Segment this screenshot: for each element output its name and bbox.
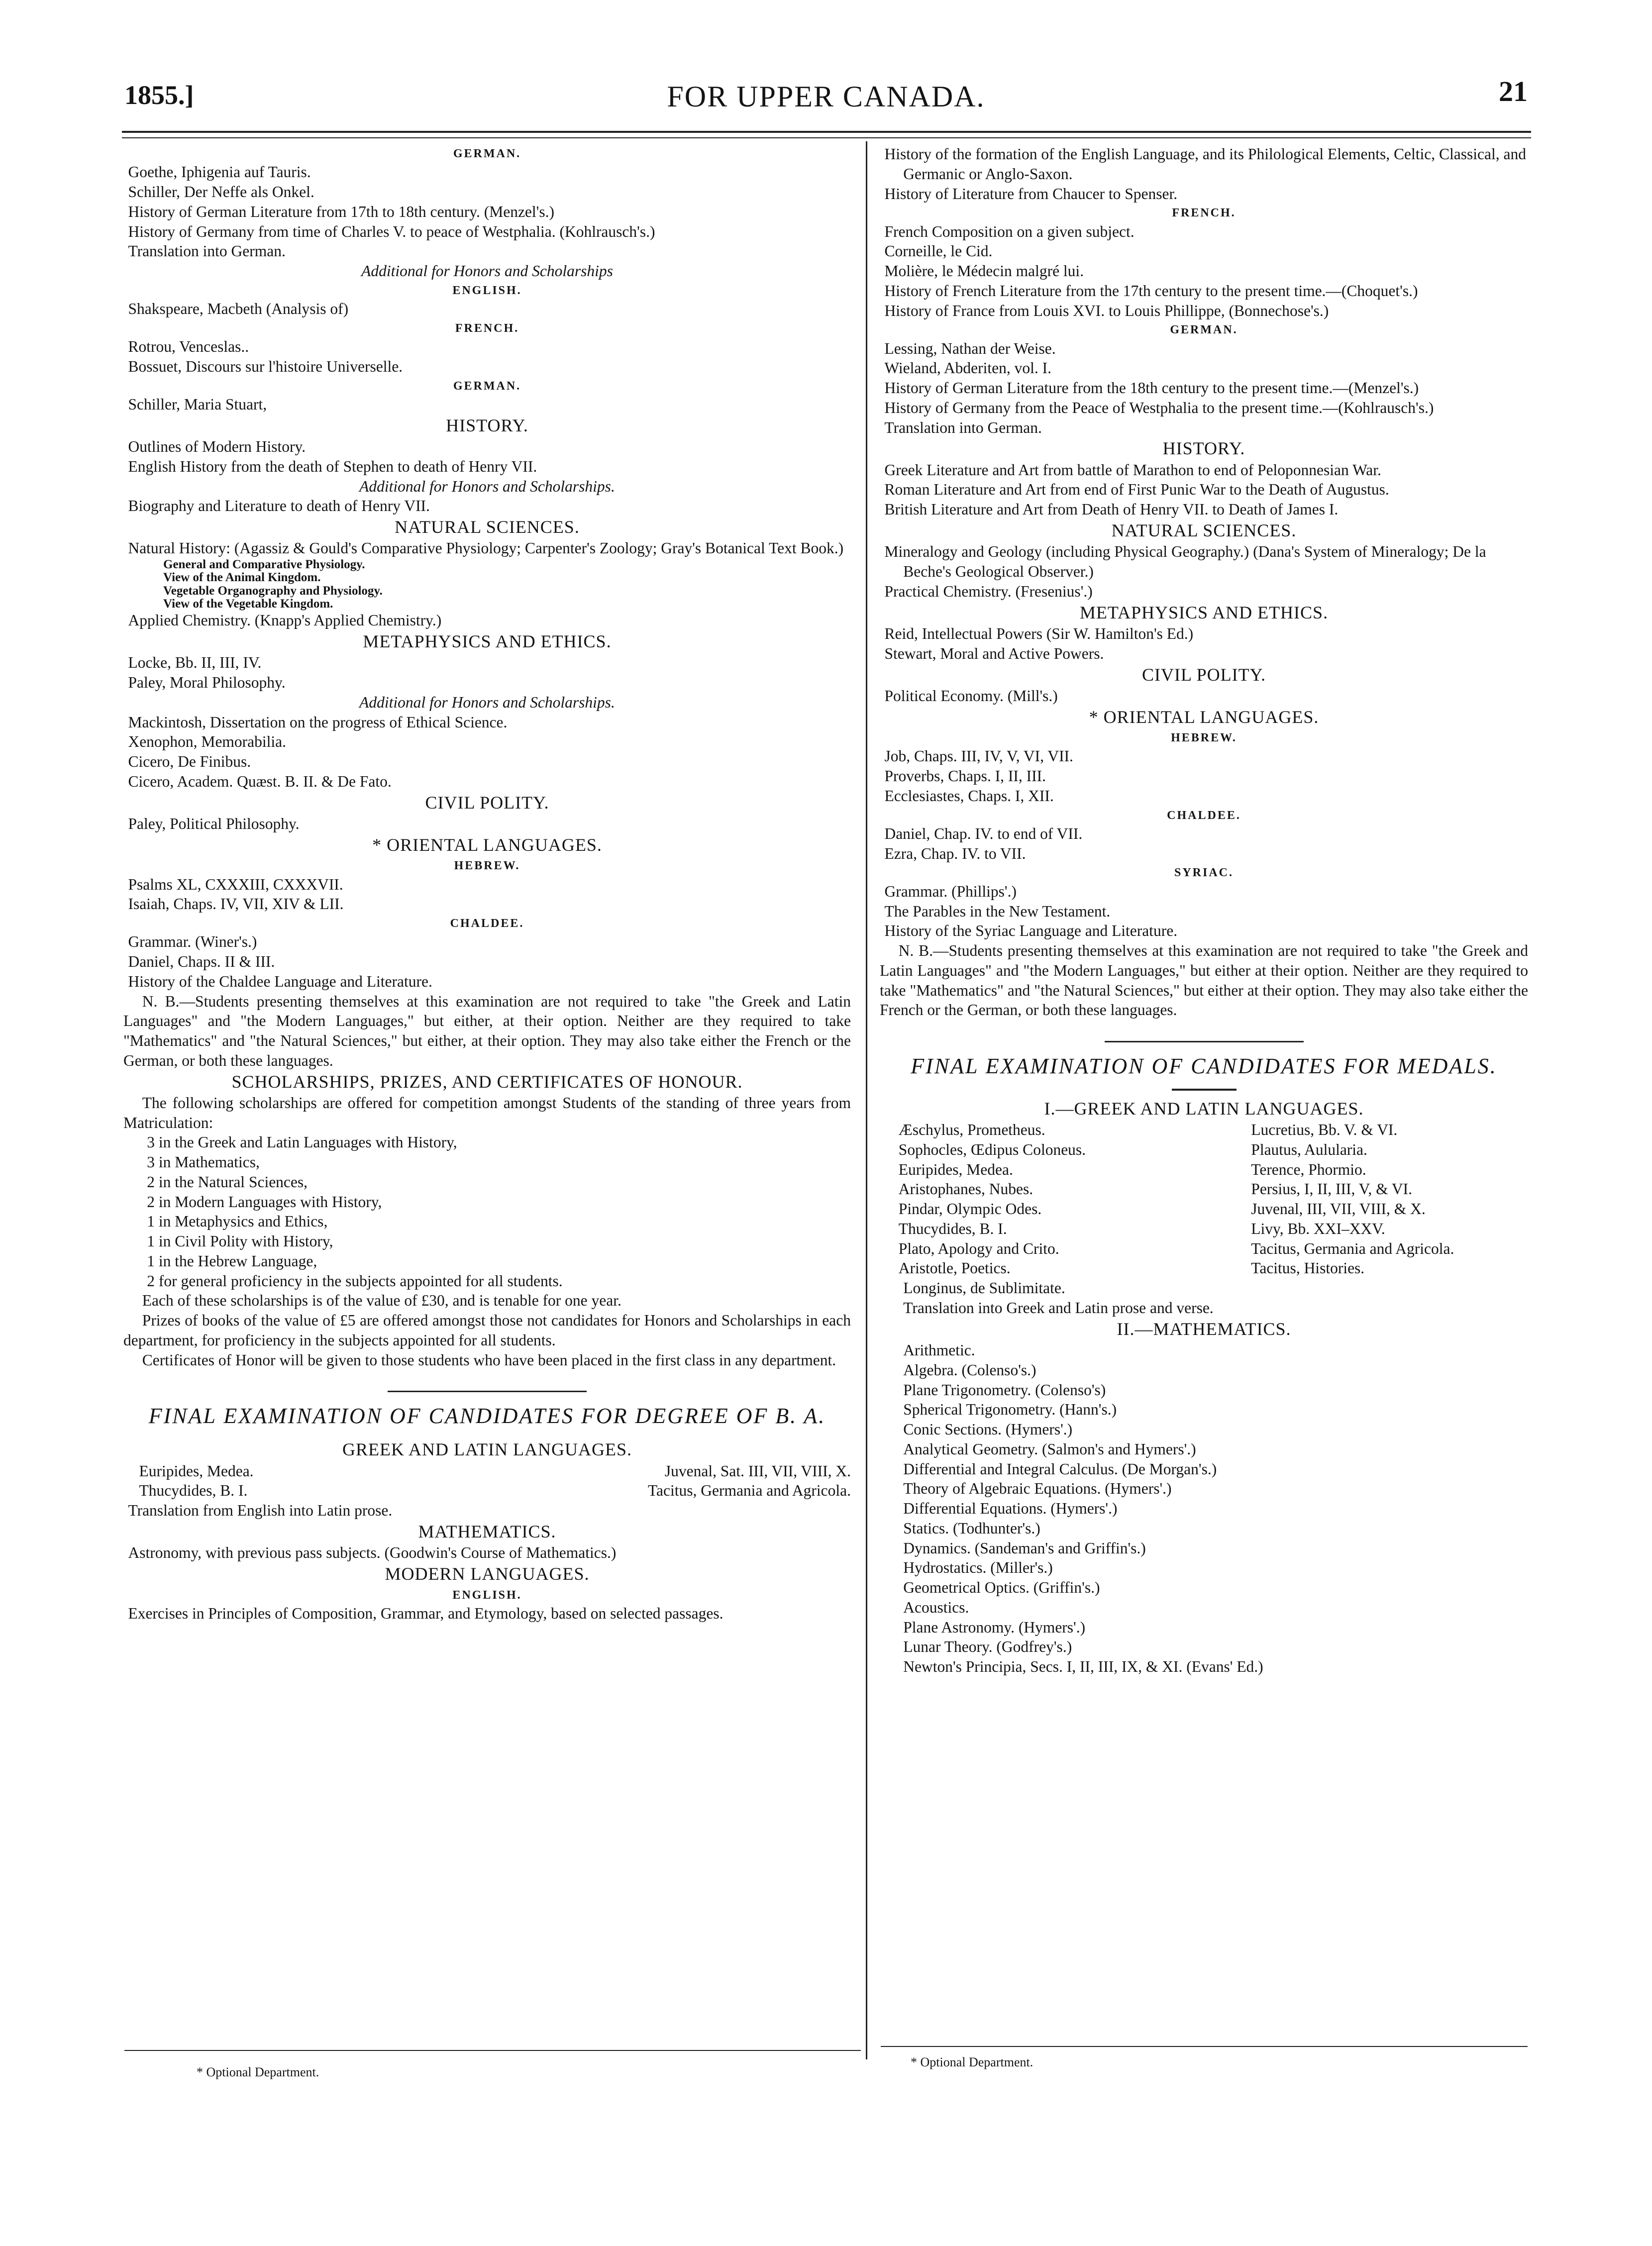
footnote: * Optional Department. bbox=[197, 2065, 319, 2079]
section-head-natural-sciences: NATURAL SCIENCES. bbox=[395, 517, 580, 537]
row-left: Euripides, Medea. bbox=[139, 1462, 254, 1480]
row-left: Thucydides, B. I. bbox=[139, 1482, 248, 1500]
list-item: Newton's Principia, Secs. I, II, III, IX, & XI. (Evans' Ed.) bbox=[903, 1658, 1263, 1676]
list-item: Grammar. (Winer's.) bbox=[128, 933, 257, 951]
section-head-mathematics: MATHEMATICS. bbox=[418, 1521, 556, 1541]
section-head-hebrew: HEBREW. bbox=[1171, 731, 1237, 745]
paragraph: Each of these scholarships is of the value of £30, and is tenable for one year. bbox=[142, 1292, 621, 1310]
list-item: Corneille, le Cid. bbox=[884, 242, 993, 260]
column-divider bbox=[866, 141, 867, 2059]
grid-cell: Aristophanes, Nubes. bbox=[898, 1180, 1033, 1198]
section-head-civil-polity: CIVIL POLITY. bbox=[425, 792, 549, 813]
grid-cell: Livy, Bb. XXI–XXV. bbox=[1251, 1220, 1385, 1237]
grid-cell: Pindar, Olympic Odes. bbox=[898, 1200, 1042, 1218]
list-item: 2 for general proficiency in the subjects appointed for all students. bbox=[147, 1272, 563, 1290]
list-item: Translation into Greek and Latin prose and verse. bbox=[903, 1299, 1214, 1317]
list-item: Spherical Trigonometry. (Hann's.) bbox=[903, 1401, 1117, 1419]
list-item: Ecclesiastes, Chaps. I, XII. bbox=[884, 787, 1054, 805]
list-item: History of French Literature from the 17th century to the present time.—(Choquet's.) bbox=[884, 282, 1418, 300]
list-item: Natural History: (Agassiz & Gould's Comparative Physiology; Carpenter's Zoology; Gray's Botanical Text Book.) bbox=[128, 539, 844, 557]
grid-cell: Æschylus, Prometheus. bbox=[898, 1121, 1045, 1139]
list-item: History of Literature from Chaucer to Spenser. bbox=[884, 185, 1178, 203]
grid-cell: Plato, Apology and Crito. bbox=[898, 1239, 1059, 1257]
table-row bbox=[123, 1461, 851, 1481]
list-item: Goethe, Iphigenia auf Tauris. bbox=[128, 163, 311, 181]
list-item: Roman Literature and Art from end of First Punic War to the Death of Augustus. bbox=[884, 481, 1389, 499]
list-item: Translation into German. bbox=[128, 242, 286, 260]
list-item: Reid, Intellectual Powers (Sir W. Hamilton's Ed.) bbox=[884, 625, 1194, 643]
list-item: Rotrou, Venceslas.. bbox=[128, 338, 249, 356]
section-head-hebrew: HEBREW. bbox=[454, 859, 520, 873]
list-item: Algebra. (Colenso's.) bbox=[903, 1361, 1036, 1379]
section-head-chaldee: CHALDEE. bbox=[1167, 809, 1241, 822]
list-item: Exercises in Principles of Composition, Grammar, and Etymology, based on selected passages. bbox=[128, 1604, 723, 1622]
list-german bbox=[123, 162, 851, 261]
list-item: Dynamics. (Sandeman's and Griffin's.) bbox=[903, 1539, 1146, 1557]
footnote-rule bbox=[124, 2050, 861, 2051]
list-item: Greek Literature and Art from battle of Marathon to end of Peloponnesian War. bbox=[884, 461, 1381, 479]
grid-cell: Aristotle, Poetics. bbox=[898, 1259, 1011, 1277]
grid-cell: Thucydides, B. I. bbox=[898, 1220, 1007, 1237]
list-item: The Parables in the New Testament. bbox=[884, 902, 1111, 920]
additional-heading: Additional for Honors and Scholarships. bbox=[359, 693, 615, 711]
section-head-german: GERMAN. bbox=[1170, 323, 1238, 337]
list-item: History of Germany from the Peace of Westphalia to the present time.—(Kohlrausch's.) bbox=[884, 399, 1434, 416]
list-item: British Literature and Art from Death of Henry VII. to Death of James I. bbox=[884, 501, 1339, 518]
list-item: French Composition on a given subject. bbox=[884, 222, 1135, 240]
list-item: Plane Astronomy. (Hymers'.) bbox=[903, 1618, 1086, 1636]
list-item: Applied Chemistry. (Knapp's Applied Chemistry.) bbox=[128, 612, 442, 629]
list-item: Locke, Bb. II, III, IV. bbox=[128, 654, 262, 672]
section-head-oriental: * ORIENTAL LANGUAGES. bbox=[372, 834, 602, 855]
table-row bbox=[123, 1481, 851, 1501]
list-item: 3 in the Greek and Latin Languages with History, bbox=[147, 1133, 457, 1151]
header-rule bbox=[122, 131, 1531, 133]
page-header bbox=[124, 75, 1528, 129]
footnote-rule bbox=[881, 2046, 1528, 2047]
note-paragraph: N. B.—Students presenting themselves at this examination are not required to take "the Greek and Latin Languages" and "the Modern Languages," but either at their option. Neither are they required to take "Mathematics" and "the Natural Sciences," but either at their option. They may also take either the French or the German, or both these languages. bbox=[880, 942, 1528, 1019]
header-rule-thin bbox=[122, 137, 1531, 138]
section-head-syriac: SYRIAC. bbox=[1174, 866, 1234, 880]
list-item: Biography and Literature to death of Henry VII. bbox=[128, 497, 430, 515]
list-item: Plane Trigonometry. (Colenso's) bbox=[903, 1381, 1106, 1399]
list-item: Job, Chaps. III, IV, V, VI, VII. bbox=[884, 747, 1073, 765]
short-rule bbox=[1172, 1089, 1237, 1091]
grid-cell: Terence, Phormio. bbox=[1251, 1160, 1366, 1178]
grid-cell: Tacitus, Histories. bbox=[1251, 1259, 1365, 1277]
list-item: 2 in the Natural Sciences, bbox=[147, 1173, 308, 1191]
list-item: Hydrostatics. (Miller's.) bbox=[903, 1559, 1053, 1577]
section-head-metaphysics: METAPHYSICS AND ETHICS. bbox=[363, 631, 612, 651]
list-item: Conic Sections. (Hymers'.) bbox=[903, 1421, 1073, 1438]
list-item: Cicero, De Finibus. bbox=[128, 753, 251, 771]
list-item: Mackintosh, Dissertation on the progress of Ethical Science. bbox=[128, 713, 508, 731]
list-item: Mineralogy and Geology (including Physical Geography.) (Dana's System of Mineralogy; De la Beche's Geological Observer.) bbox=[884, 543, 1486, 581]
list-item: English History from the death of Stephen to death of Henry VII. bbox=[128, 457, 537, 475]
sub-item: Vegetable Organography and Physiology. bbox=[163, 584, 383, 598]
right-column bbox=[880, 144, 1528, 2055]
list-item: Arithmetic. bbox=[903, 1341, 975, 1359]
list-item: Theory of Algebraic Equations. (Hymers'.) bbox=[903, 1480, 1172, 1498]
list-item: Schiller, Der Neffe als Onkel. bbox=[128, 183, 314, 201]
list-item: Shakspeare, Macbeth (Analysis of) bbox=[128, 300, 349, 318]
section-head-history: HISTORY. bbox=[1162, 438, 1245, 459]
grid-cell: Sophocles, Œdipus Coloneus. bbox=[898, 1140, 1086, 1158]
section-head-modern-languages: MODERN LANGUAGES. bbox=[385, 1564, 590, 1584]
list-item: History of the Chaldee Language and Literature. bbox=[128, 972, 432, 990]
list-item: Astronomy, with previous pass subjects. (Goodwin's Course of Mathematics.) bbox=[128, 1544, 617, 1562]
final-exam-medals-heading: FINAL EXAMINATION OF CANDIDATES FOR MEDALS. bbox=[911, 1054, 1497, 1079]
section-head-mathematics: II.—MATHEMATICS. bbox=[1117, 1319, 1291, 1339]
paragraph: Prizes of books of the value of £5 are offered amongst those not candidates for Honors and Scholarships in each department, for proficiency in the subjects appointed for all students. bbox=[123, 1312, 851, 1349]
list-item: Lunar Theory. (Godfrey's.) bbox=[903, 1638, 1072, 1656]
additional-heading: Additional for Honors and Scholarships. bbox=[359, 477, 615, 495]
list-item: Statics. (Todhunter's.) bbox=[903, 1519, 1040, 1537]
section-head-metaphysics: METAPHYSICS AND ETHICS. bbox=[1079, 602, 1329, 622]
list-item: Translation from English into Latin prose. bbox=[128, 1502, 393, 1520]
section-head-french: FRENCH. bbox=[1172, 206, 1236, 220]
author-grid bbox=[880, 1120, 1528, 1278]
section-head-natural-sciences: NATURAL SCIENCES. bbox=[1111, 520, 1297, 540]
list-item: Differential Equations. (Hymers'.) bbox=[903, 1500, 1118, 1518]
list-item: Practical Chemistry. (Fresenius'.) bbox=[884, 582, 1093, 600]
section-head-french: FRENCH. bbox=[455, 321, 519, 335]
list-item: Translation into German. bbox=[884, 418, 1042, 436]
note-paragraph: N. B.—Students presenting themselves at this examination are not required to take "the Greek and Latin Languages" and "the Modern Languages," but either, at their option. Neither are they required to take "Mathematics" and "the Natural Sciences," but either, at their option. They may also take either the French or the German, or both these languages. bbox=[123, 992, 851, 1069]
list-item: History of the Syriac Language and Literature. bbox=[884, 922, 1178, 940]
section-head-english: ENGLISH. bbox=[452, 284, 522, 297]
header-title: FOR UPPER CANADA. bbox=[667, 80, 985, 113]
section-head-greek-latin: GREEK AND LATIN LANGUAGES. bbox=[342, 1439, 632, 1460]
list-item: Paley, Political Philosophy. bbox=[128, 815, 300, 833]
final-exam-ba-heading: FINAL EXAMINATION OF CANDIDATES FOR DEGREE OF B. A. bbox=[148, 1404, 826, 1429]
list-item: Wieland, Abderiten, vol. I. bbox=[884, 359, 1051, 377]
header-year: 1855.] bbox=[124, 80, 194, 110]
section-head-german: GERMAN. bbox=[453, 147, 521, 160]
left-column bbox=[123, 144, 851, 2055]
list-item: Schiller, Maria Stuart, bbox=[128, 395, 267, 413]
grid-cell: Juvenal, III, VII, VIII, & X. bbox=[1251, 1200, 1426, 1218]
list-item: Ezra, Chap. IV. to VII. bbox=[884, 844, 1026, 862]
list-item: Outlines of Modern History. bbox=[128, 438, 306, 456]
grid-cell: Lucretius, Bb. V. & VI. bbox=[1251, 1121, 1398, 1139]
sub-item: General and Comparative Physiology. bbox=[163, 558, 365, 572]
list-item: 1 in the Hebrew Language, bbox=[147, 1252, 317, 1270]
section-head-german-2: GERMAN. bbox=[453, 379, 521, 393]
section-separator bbox=[388, 1391, 587, 1392]
list-item: Stewart, Moral and Active Powers. bbox=[884, 644, 1104, 662]
list-item: Longinus, de Sublimitate. bbox=[903, 1279, 1065, 1297]
grid-cell: Persius, I, II, III, V, & VI. bbox=[1251, 1180, 1413, 1198]
sub-item: View of the Vegetable Kingdom. bbox=[163, 597, 333, 611]
paragraph: The following scholarships are offered for competition amongst Students of the standing of three years from Matriculation: bbox=[123, 1094, 851, 1131]
list-item: 2 in Modern Languages with History, bbox=[147, 1193, 382, 1211]
footnote: * Optional Department. bbox=[911, 2055, 1033, 2069]
section-head-chaldee: CHALDEE. bbox=[450, 917, 524, 930]
list-item: 1 in Metaphysics and Ethics, bbox=[147, 1213, 328, 1230]
list-item: Paley, Moral Philosophy. bbox=[128, 674, 286, 692]
list-item: 1 in Civil Polity with History, bbox=[147, 1232, 333, 1250]
section-head-scholarships: SCHOLARSHIPS, PRIZES, AND CERTIFICATES OF HONOUR. bbox=[231, 1071, 743, 1092]
grid-cell: Tacitus, Germania and Agricola. bbox=[1251, 1239, 1454, 1257]
paragraph: Certificates of Honor will be given to those students who have been placed in the first class in any department. bbox=[142, 1351, 836, 1369]
list-item: Differential and Integral Calculus. (De Morgan's.) bbox=[903, 1460, 1217, 1478]
list-item: Proverbs, Chaps. I, II, III. bbox=[884, 767, 1046, 785]
list-item: Psalms XL, CXXXIII, CXXXVII. bbox=[128, 875, 343, 893]
grid-cell: Plautus, Aulularia. bbox=[1251, 1140, 1367, 1158]
sub-item: View of the Animal Kingdom. bbox=[163, 571, 321, 585]
list-item: History of France from Louis XVI. to Louis Phillippe, (Bonnechose's.) bbox=[884, 302, 1329, 319]
list-item: Acoustics. bbox=[903, 1598, 969, 1616]
section-head-greek-latin: I.—GREEK AND LATIN LANGUAGES. bbox=[1044, 1098, 1364, 1119]
list-item: Lessing, Nathan der Weise. bbox=[884, 339, 1056, 357]
section-head-history: HISTORY. bbox=[446, 415, 528, 435]
section-head-civil-polity: CIVIL POLITY. bbox=[1142, 664, 1266, 685]
grid-cell: Euripides, Medea. bbox=[898, 1160, 1013, 1178]
section-head-oriental: * ORIENTAL LANGUAGES. bbox=[1089, 707, 1319, 727]
list-item: 3 in Mathematics, bbox=[147, 1153, 260, 1171]
list-item: Molière, le Médecin malgré lui. bbox=[884, 262, 1084, 280]
list-item: History of Germany from time of Charles V. to peace of Westphalia. (Kohlrausch's.) bbox=[128, 222, 655, 240]
list-item: Daniel, Chap. IV. to end of VII. bbox=[884, 824, 1083, 842]
list-item: Analytical Geometry. (Salmon's and Hymers'.) bbox=[903, 1440, 1196, 1458]
list-item: Political Economy. (Mill's.) bbox=[884, 687, 1058, 705]
additional-heading: Additional for Honors and Scholarships bbox=[361, 262, 613, 280]
list-item: Geometrical Optics. (Griffin's.) bbox=[903, 1579, 1100, 1597]
list-item: History of the formation of the English Language, and its Philological Elements, Celtic, Classical, and Germanic or Anglo-Saxon. bbox=[884, 145, 1526, 183]
list-item: Grammar. (Phillips'.) bbox=[884, 882, 1017, 900]
section-separator bbox=[1105, 1041, 1304, 1042]
list-item: History of German Literature from 17th to 18th century. (Menzel's.) bbox=[128, 203, 554, 220]
list-item: Bossuet, Discours sur l'histoire Universelle. bbox=[128, 357, 403, 375]
list-item: Xenophon, Memorabilia. bbox=[128, 733, 287, 751]
list-item: Daniel, Chaps. II & III. bbox=[128, 953, 275, 971]
list-item: Isaiah, Chaps. IV, VII, XIV & LII. bbox=[128, 895, 344, 913]
page-number: 21 bbox=[1499, 75, 1528, 107]
list-item: Cicero, Academ. Quæst. B. II. & De Fato. bbox=[128, 772, 392, 790]
row-right: Juvenal, Sat. III, VII, VIII, X. bbox=[664, 1462, 851, 1480]
section-head-english-2: ENGLISH. bbox=[452, 1588, 522, 1602]
list-item: History of German Literature from the 18th century to the present time.—(Menzel's.) bbox=[884, 379, 1419, 397]
row-right: Tacitus, Germania and Agricola. bbox=[647, 1482, 851, 1500]
